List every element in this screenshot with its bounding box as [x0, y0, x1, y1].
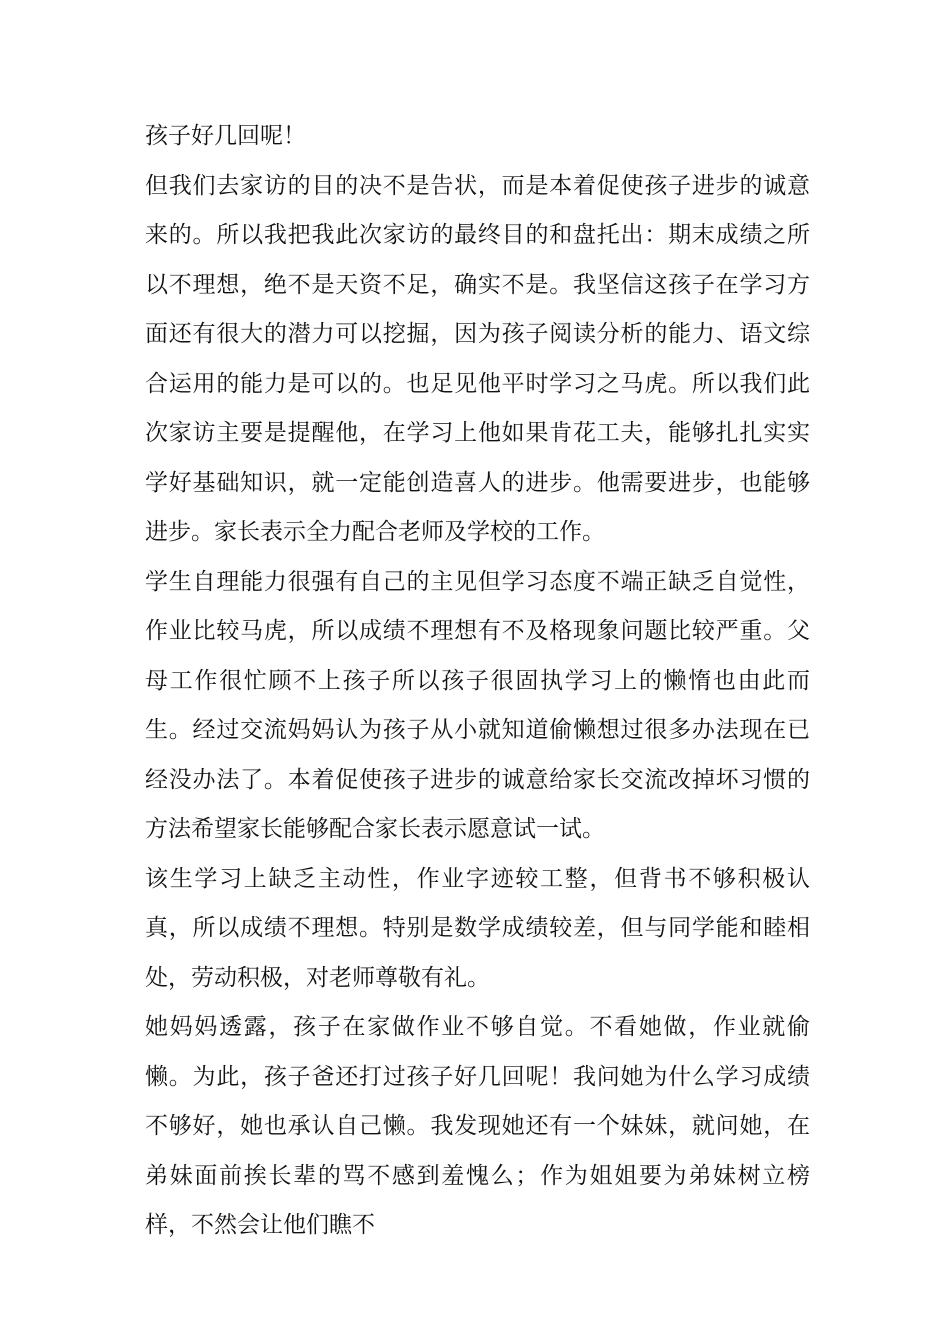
paragraph-5: 她妈妈透露，孩子在家做作业不够自觉。不看她做，作业就偷懒。为此，孩子爸还打过孩子好几回呢！我问她为什么学习成绩不够好，她也承认自己懒。我发现她还有一个妹妹，就问她，在弟妹面前挨长辈的骂不感到羞愧么；作为姐姐要为弟妹树立榜样，不然会让他们瞧不: [145, 1014, 810, 1238]
paragraph-3: 学生自理能力很强有自己的主见但学习态度不端正缺乏自觉性，作业比较马虎，所以成绩不理想有不及格现象问题比较严重。父母工作很忙顾不上孩子所以孩子很固执学习上的懒惰也由此而生。经过交流妈妈认为孩子从小就知道偷懒想过很多办法现在已经没办法了。本着促使孩子进步的诚意给家长交流改掉坏习惯的方法希望家长能够配合家长表示愿意试一试。: [145, 568, 810, 842]
paragraph-4: 该生学习上缺乏主动性，作业字迹较工整，但背书不够积极认真，所以成绩不理想。特别是数学成绩较差，但与同学能和睦相处，劳动积极，对老师尊敬有礼。: [145, 865, 810, 991]
paragraph-1: 孩子好几回呢！: [145, 123, 306, 149]
document-body: [145, 112, 810, 1251]
paragraph-2: 但我们去家访的目的决不是告状，而是本着促使孩子进步的诚意来的。所以我把我此次家访的最终目的和盘托出：期末成绩之所以不理想，绝不是天资不足，确实不是。我坚信这孩子在学习方面还有很大的潜力可以挖掘，因为孩子阅读分析的能力、语文综合运用的能力是可以的。也足见他平时学习之马虎。所以我们此次家访主要是提醒他，在学习上他如果肯花工夫，能够扎扎实实学好基础知识，就一定能创造喜人的进步。他需要进步，也能够进步。家长表示全力配合老师及学校的工作。: [145, 172, 810, 545]
